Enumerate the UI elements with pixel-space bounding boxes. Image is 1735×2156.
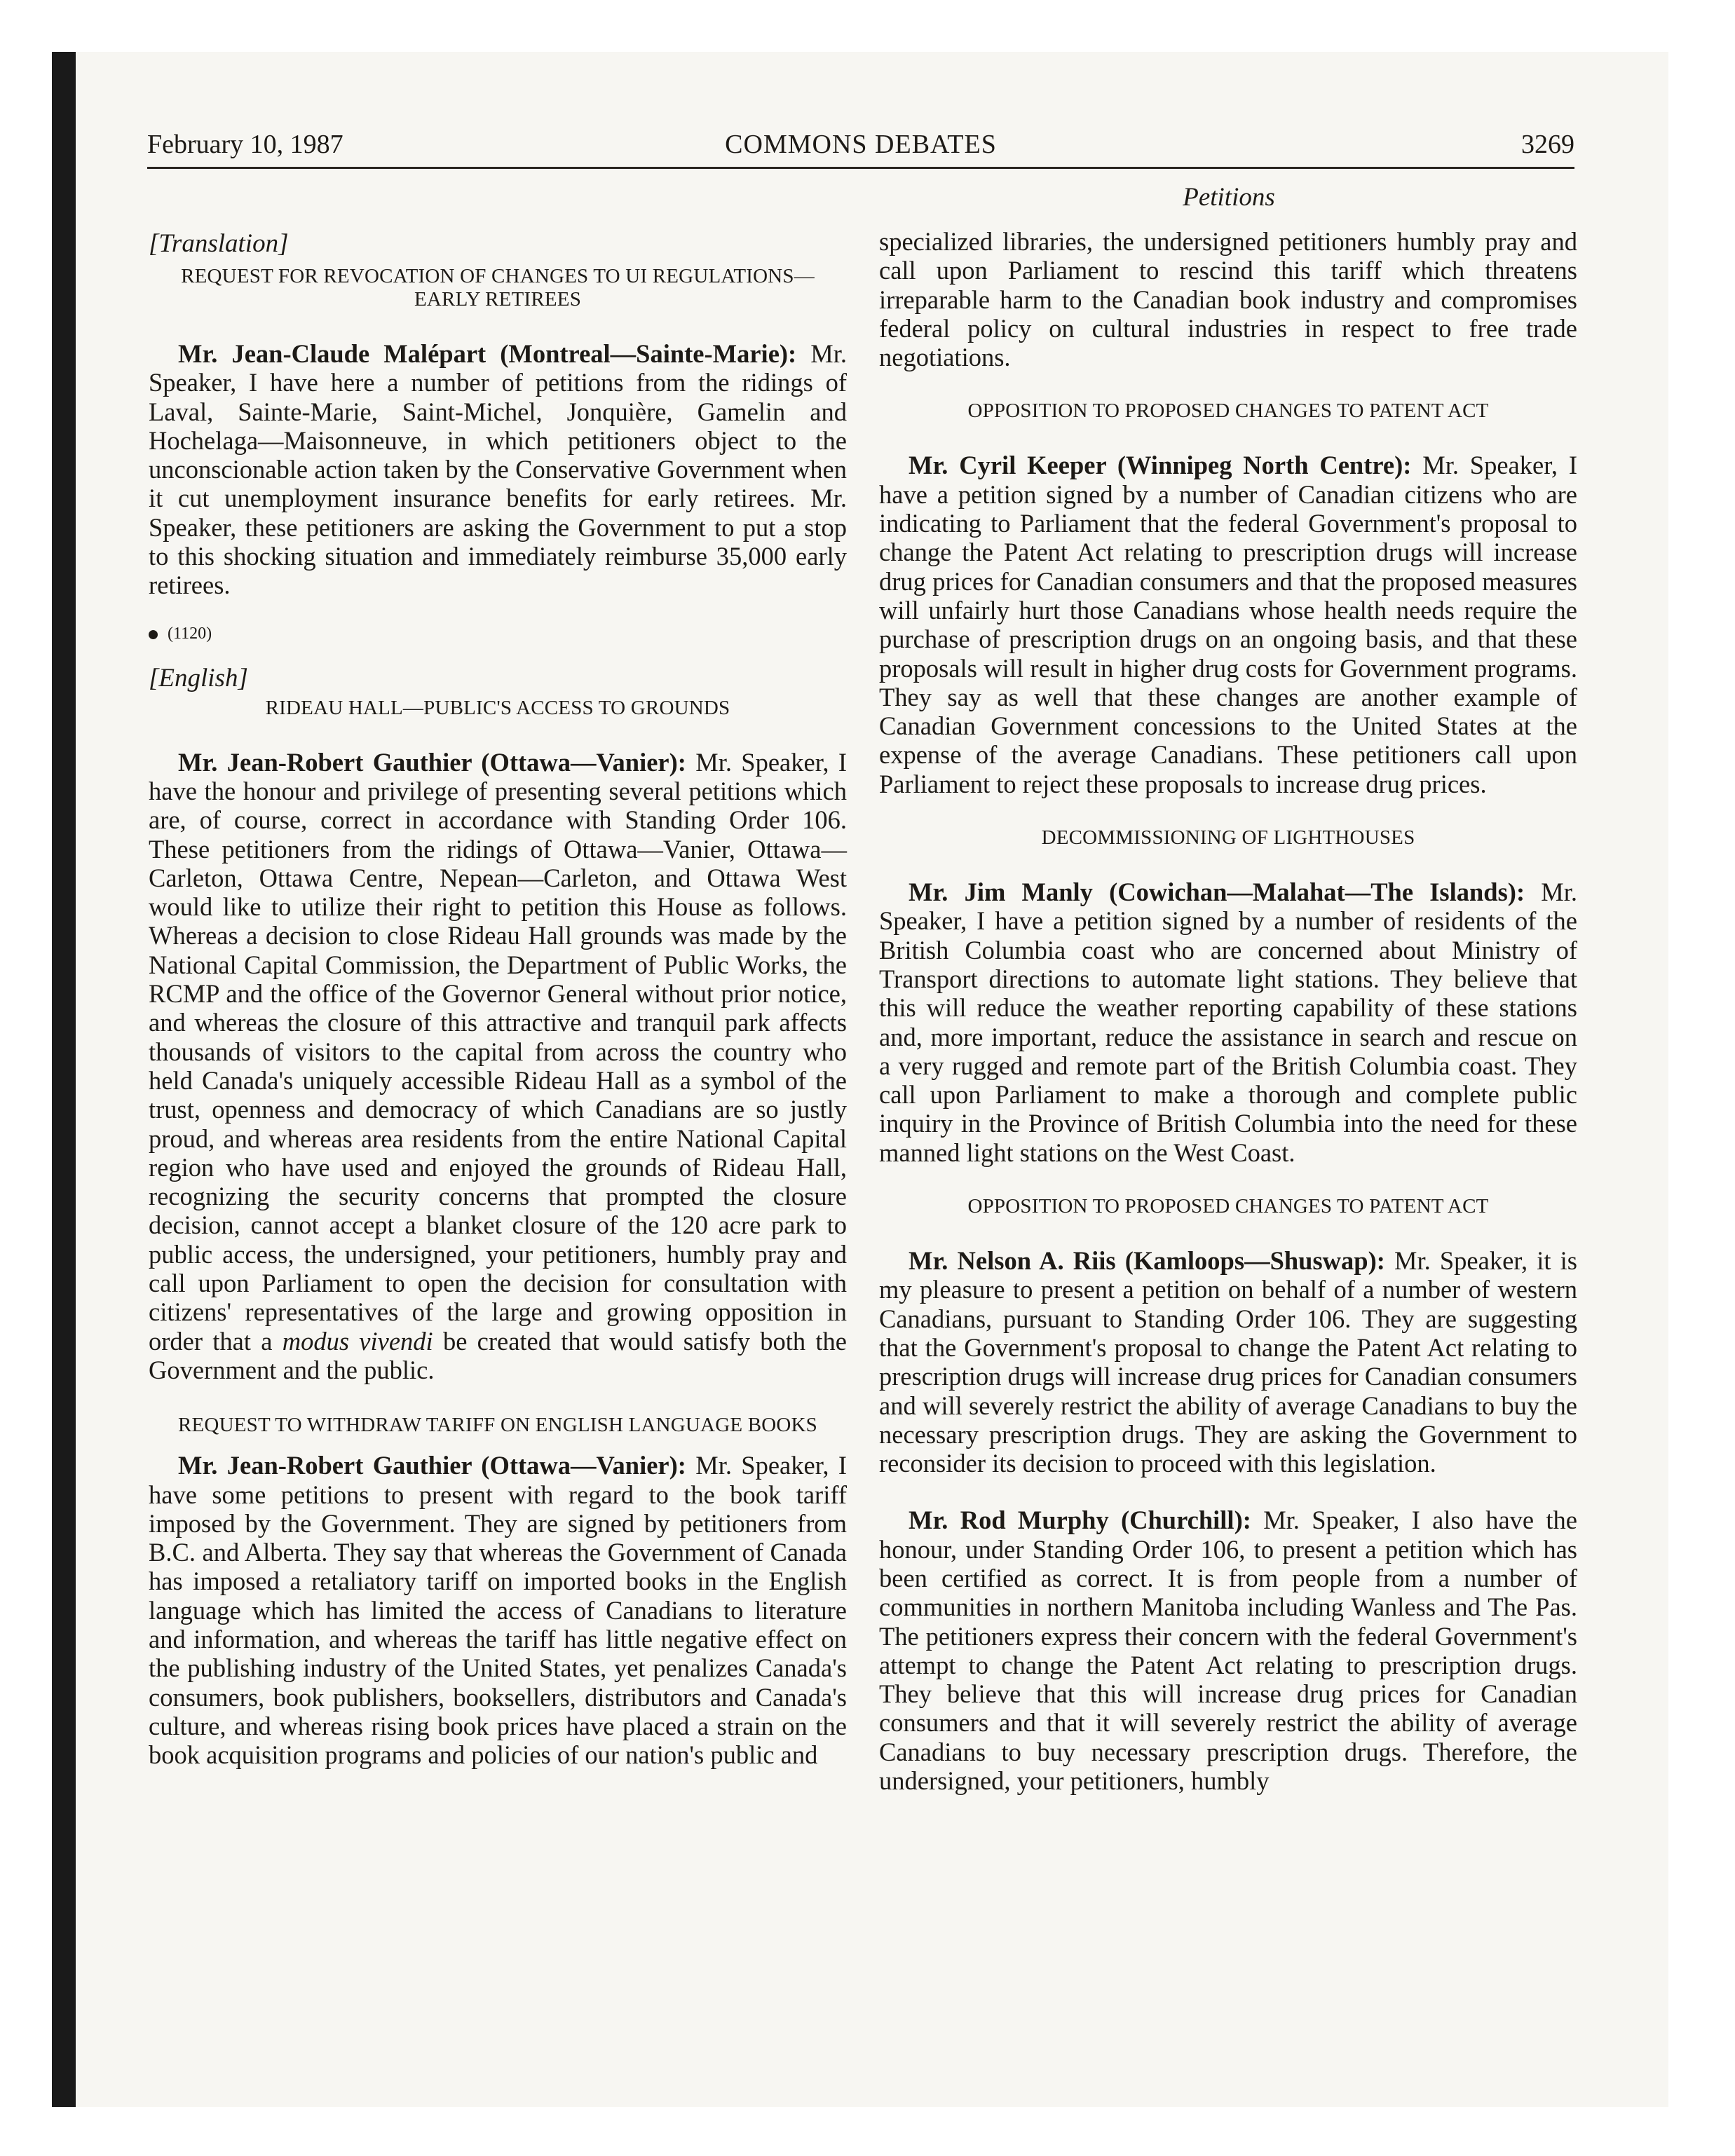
bullet-icon [149, 630, 158, 639]
paragraph-text: Mr. Speaker, I have here a number of petitions from the ridings of Laval, Sainte-Marie, Saint-Michel, Jonquière, Gamelin and Hochelaga—Maisonneuve, in which petitioners object to the unconscionable action taken by the Conservative Government when it cut unemployment insurance benefits for early retirees. Mr. Speaker, these petitioners are asking the Government to put a stop to this shocking situation and immediately reimburse 35,000 early retirees. [149, 339, 847, 600]
paragraph-gauthier-books [149, 1451, 847, 1769]
speaker-name: Mr. Rod Murphy (Churchill): [909, 1506, 1251, 1535]
speaker-name: Mr. Cyril Keeper (Winnipeg North Centre): [909, 451, 1412, 480]
speaker-name: Mr. Nelson A. Riis (Kamloops—Shuswap): [909, 1246, 1385, 1276]
paragraph-text: Mr. Speaker, I have a petition signed by a number of residents of the British Columbia coast who are concerned about Ministry of Transport directions to automate light stations. They believe that this will reduce the weather reporting capability of these stations and, more important, reduce the assistance in search and rescue on a very rugged and remote part of the British Columbia coast. They call upon Parliament to make a thorough and complete public inquiry in the Province of British Columbia into the need for these manned light stations on the West Coast. [879, 878, 1577, 1167]
left-column [149, 224, 847, 1769]
paragraph-text: Mr. Speaker, I have a petition signed by a number of Canadian citizens who are indicating to Parliament that the federal Government's proposal to change the Patent Act relating to prescription drugs will increase drug prices for Canadian consumers and that the proposed measures will unfairly hurt those Canadians whose health needs require the purchase of prescription drugs on an ongoing basis, and that these proposals will result in higher drug costs for Government programs. They say as well that these changes are another example of Canadian Government concessions to the United States at the expense of the average Canadians. These petitioners call upon Parliament to reject these proposals to increase drug prices. [879, 451, 1577, 798]
paragraph-continuation: specialized libraries, the undersigned petitioners humbly pray and call upon Parliament to rescind this tariff which threatens irreparable harm to the Canadian book industry and compromises federal policy on cultural industries in respect to free trade negotiations. [879, 227, 1577, 372]
paragraph-text: Mr. Speaker, I have some petitions to present with regard to the book tariff imposed by the Government. They are signed by petitioners from B.C. and Alberta. They say that whereas the Government of Canada has imposed a retaliatory tariff on imported books in the English language which has limited the access of Canadians to literature and information, and whereas the tariff has little negative effect on the publishing industry of the United States, yet penalizes Canada's consumers, book publishers, booksellers, distributors and Canada's culture, and whereas rising book prices have placed a strain on the book acquisition programs and policies of our nation's public and [149, 1451, 847, 1770]
heading-ui-regulations: REQUEST FOR REVOCATION OF CHANGES TO UI REGULATIONS— EARLY RETIREES [181, 265, 815, 311]
time-marker: (1120) [149, 618, 847, 649]
paragraph-manly [879, 878, 1577, 1167]
running-head [147, 128, 1574, 169]
paragraph-text: Mr. Speaker, I have the honour and privilege of presenting several petitions which are, of course, correct in accordance with Standing Order 106. These petitioners from the ridings of Ottawa—Vanier, Ottawa—Carleton, Ottawa Centre, Nepean—Carleton, and Ottawa West would like to utilize their right to petition this House as follows. Whereas a decision to close Rideau Hall grounds was made by the National Capital Commission, the Department of Public Works, the RCMP and the office of the Governor General without prior notice, and whereas the closure of this attractive and tranquil park affects thousands of visitors to the capital from across the country who held Canada's uniquely accessible Rideau Hall as a symbol of the trust, openness and democracy of which Canadians are so justly proud, and whereas area residents from the entire National Capital region who have used and enjoyed the grounds of Rideau Hall, recognizing the security concerns that prompted the closure decision, cannot accept a blanket closure of the 120 acre park to public access, the undersigned, your petitioners, humbly pray and call upon Parliament to open the decision for consultation with citizens' representatives of the large and growing opposition in order that a [149, 747, 847, 1356]
speaker-name: Mr. Jean-Claude Malépart (Montreal—Sainte-Marie): [178, 339, 797, 368]
page-number: 3269 [1521, 130, 1574, 159]
heading-rideau-hall: RIDEAU HALL—PUBLIC'S ACCESS TO GROUNDS [265, 696, 730, 719]
language-note-english: [English] [149, 663, 248, 692]
speaker-name: Mr. Jean-Robert Gauthier (Ottawa—Vanier): [178, 1451, 686, 1480]
paragraph-gauthier-rideau [149, 748, 847, 1385]
paragraph-riis [879, 1246, 1577, 1478]
paragraph-malepart [149, 339, 847, 600]
speaker-name: Mr. Jim Manly (Cowichan—Malahat—The Islands): [909, 878, 1525, 907]
paragraph-keeper [879, 451, 1577, 798]
section-label: Petitions [1183, 183, 1275, 212]
paragraph-text: Mr. Speaker, it is my pleasure to present a petition on behalf of a number of western Canadians, pursuant to Standing Order 106. They are suggesting that the Government's proposal to change the Patent Act relating to prescription drugs will increase drug prices for Canadian consumers and will severely restrict the ability of average Canadians to buy the necessary prescription drugs. They are asking the Government to reconsider its decision to proceed with this legislation. [879, 1246, 1577, 1478]
heading-patent-act-1: OPPOSITION TO PROPOSED CHANGES TO PATENT ACT [967, 400, 1489, 423]
paragraph-text: be created that would satisfy both the Government and the public. [149, 1326, 848, 1384]
speaker-name: Mr. Jean-Robert Gauthier (Ottawa—Vanier): [178, 747, 686, 777]
language-note-translation: [Translation] [149, 229, 289, 258]
italic-phrase: modus vivendi [282, 1326, 433, 1356]
paragraph-text: Mr. Speaker, I also have the honour, under Standing Order 106, to present a petition which has been certified as correct. It is from people from a number of communities in northern Manitoba including Wanless and The Pas. The petitioners express their concern with the federal Government's attempt to change the Patent Act relating to prescription drugs. They believe that this will increase drug prices for Canadian consumers and that it will severely restrict the ability of average Canadians to buy necessary prescription drugs. Therefore, the undersigned, your petitioners, humbly [879, 1506, 1578, 1796]
right-column [879, 224, 1577, 1795]
heading-patent-act-2: OPPOSITION TO PROPOSED CHANGES TO PATENT ACT [967, 1195, 1489, 1218]
paragraph-murphy [879, 1506, 1577, 1795]
heading-lighthouses: DECOMMISSIONING OF LIGHTHOUSES [1041, 826, 1415, 850]
page-date: February 10, 1987 [147, 130, 343, 159]
heading-book-tariff: REQUEST TO WITHDRAW TARIFF ON ENGLISH LANGUAGE BOOKS [177, 1414, 818, 1437]
publication-title: COMMONS DEBATES [725, 130, 997, 159]
